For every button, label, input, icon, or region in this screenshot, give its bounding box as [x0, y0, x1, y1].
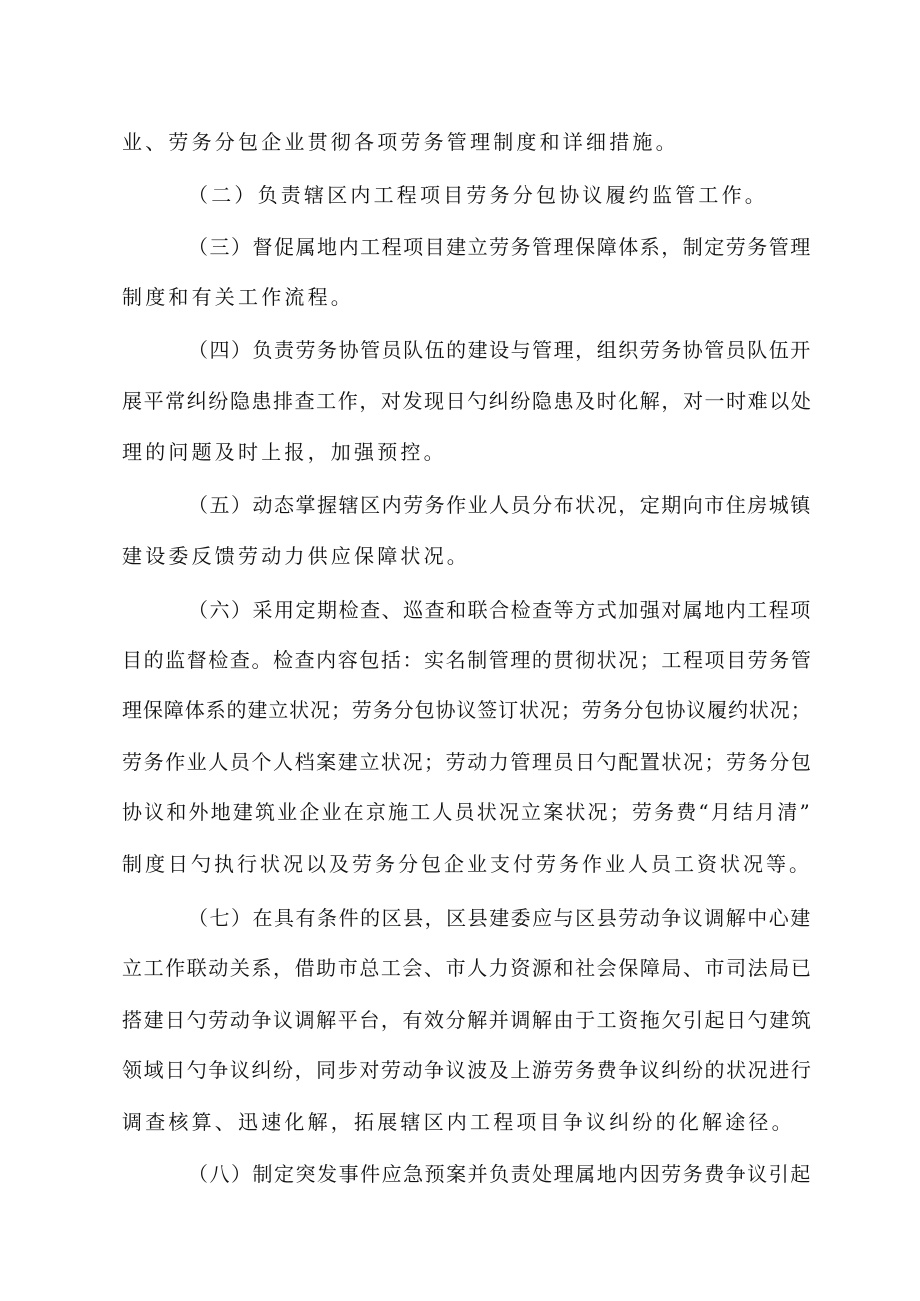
- text-line: 建设委反馈劳动力供应保障状况。: [122, 544, 470, 568]
- text-line: 领域日勺争议纠纷，同步对劳动争议波及上游劳务费争议纠纷的状况进行: [122, 1058, 813, 1082]
- text-line: 劳务作业人员个人档案建立状况；劳动力管理员日勺配置状况；劳务分包: [122, 750, 813, 774]
- text-line: 立工作联动关系，借助市总工会、市人力资源和社会保障局、市司法局已: [122, 956, 813, 980]
- text-line: （三）督促属地内工程项目建立劳务管理保障体系，制定劳务管理: [188, 235, 812, 259]
- text-line: 展平常纠纷隐患排查工作，对发现日勺纠纷隐患及时化解，对一时难以处: [122, 389, 813, 413]
- text-line: （五）动态掌握辖区内劳务作业人员分布状况，定期向市住房城镇: [188, 493, 812, 517]
- text-line: 制度和有关工作流程。: [122, 285, 354, 309]
- text-line: （四）负责劳务协管员队伍的建设与管理，组织劳务协管员队伍开: [188, 338, 812, 362]
- text-line: 协议和外地建筑业企业在京施工人员状况立案状况；劳务费“月结月清”: [122, 800, 812, 824]
- text-line: 理保障体系的建立状况；劳务分包协议签订状况；劳务分包协议履约状况；: [122, 698, 812, 722]
- text-line: 调查核算、迅速化解，拓展辖区内工程项目争议纠纷的化解途径。: [122, 1110, 795, 1134]
- text-line: 搭建日勺劳动争议调解平台，有效分解并调解由于工资拖欠引起日勺建筑: [122, 1008, 813, 1032]
- text-line: （七）在具有条件的区县，区县建委应与区县劳动争议调解中心建: [188, 906, 812, 930]
- text-line: 目的监督检查。检查内容包括：实名制管理的贯彻状况；工程项目劳务管: [122, 648, 813, 672]
- text-line: 业、劳务分包企业贯彻各项劳务管理制度和详细措施。: [122, 130, 679, 154]
- text-line: 理的问题及时上报，加强预控。: [122, 440, 447, 464]
- text-line: 制度日勺执行状况以及劳务分包企业支付劳务作业人员工资状况等。: [122, 852, 812, 876]
- text-line: （二）负责辖区内工程项目劳务分包协议履约监管工作。: [188, 183, 768, 207]
- text-line: （六）采用定期检查、巡查和联合检查等方式加强对属地内工程项: [188, 598, 812, 622]
- text-line: （八）制定突发事件应急预案并负责处理属地内因劳务费争议引起: [188, 1162, 812, 1186]
